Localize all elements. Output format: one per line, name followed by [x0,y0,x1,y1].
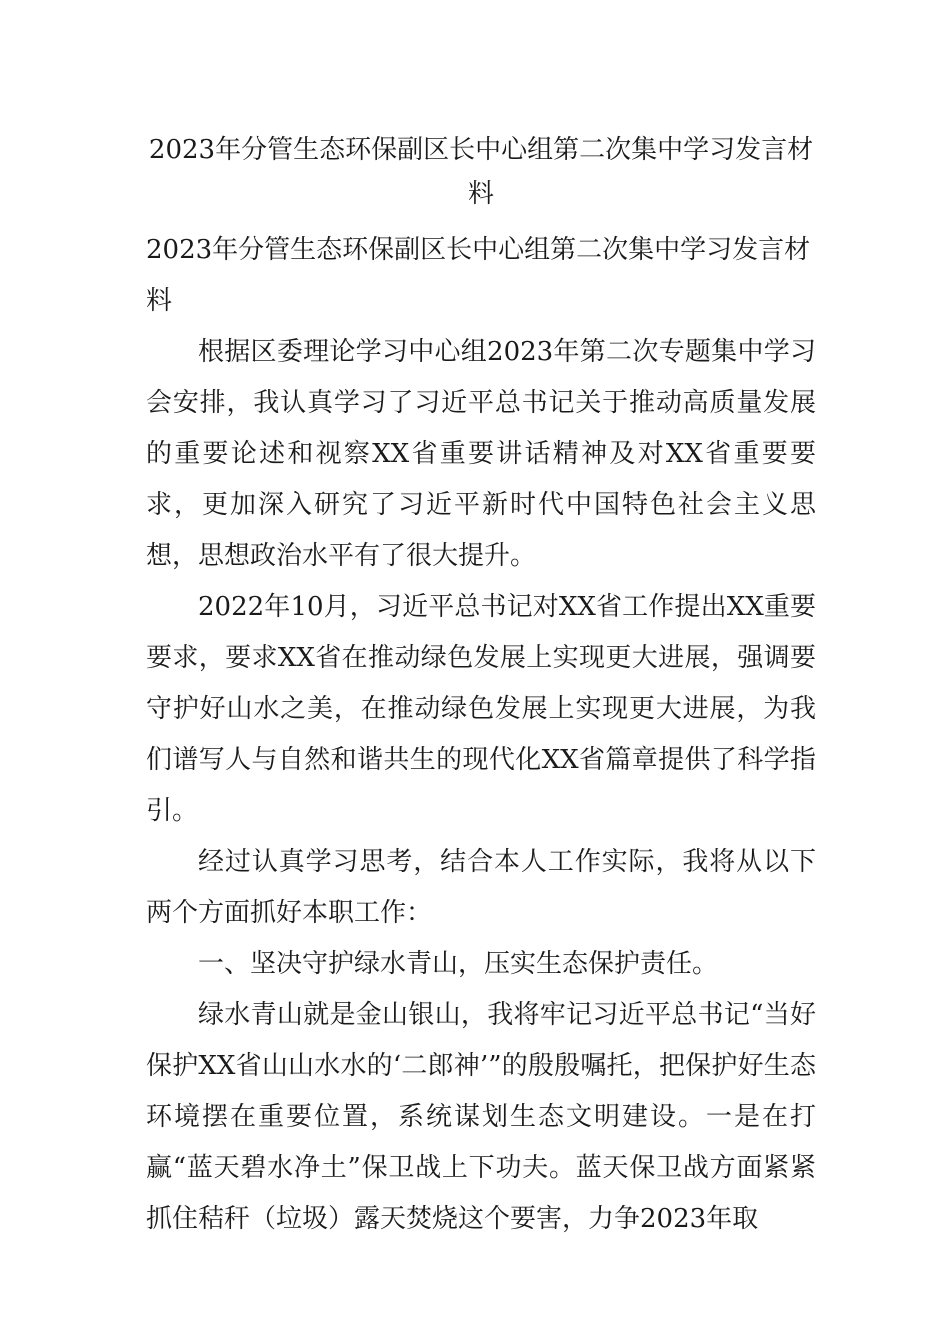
document-title: 2023年分管生态环保副区长中心组第二次集中学习发言材料 [148,135,814,209]
section-heading-1: 一、坚决守护绿水青山，压实生态保护责任。 [198,949,719,979]
document-subtitle: 2023年分管生态环保副区长中心组第二次集中学习发言材料 [146,235,811,316]
paragraph-plan: 经过认真学习思考，结合本人工作实际，我将从以下两个方面抓好本职工作： [146,847,816,928]
paragraph-intro: 根据区委理论学习中心组2023年第二次专题集中学习会安排，我认真学习了习近平总书记关于推动高质量发展的重要论述和视察XX省重要讲话精神及对XX省重要要求，更加深入研究了习近平新时代中国特色社会主义思想，思想政治水平有了很大提升。 [146,337,816,571]
paragraph-background: 2022年10月，习近平总书记对XX省工作提出XX重要要求，要求XX省在推动绿色发展上实现更大进展，强调要守护好山水之美，在推动绿色发展上实现更大进展，为我们谱写人与自然和谐共生的现代化XX省篇章提供了科学指引。 [146,592,816,826]
document-body [146,128,816,1245]
paragraph-section-1: 绿水青山就是金山银山，我将牢记习近平总书记“当好保护XX省山山水水的‘二郎神’”的殷殷嘱托，把保护好生态环境摆在重要位置，系统谋划生态文明建设。一是在打赢“蓝天碧水净土”保卫战上下功夫。蓝天保卫战方面紧紧抓住秸秆（垃圾）露天焚烧这个要害，力争2023年取 [146,1000,816,1234]
